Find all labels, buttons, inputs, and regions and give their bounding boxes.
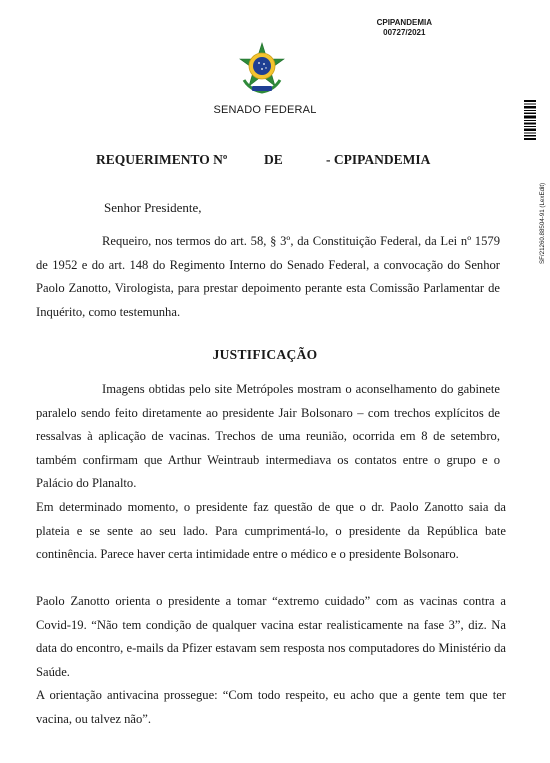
request-paragraph: Requeiro, nos termos do art. 58, § 3º, da Constituição Federal, da Lei nº 1579 de 1952 e do art. 148 do Regimento Interno do Senado Federal, a convocação do Senhor Paolo Zanotto, Virologista, para prestar depoimento perante esta Comissão Parlamentar de Inquérito, como testemunha. (36, 234, 500, 319)
request-title-number-label: REQUERIMENTO Nº (96, 152, 228, 167)
barcode-label: SF/21260.88504-91 (LexEdit) (539, 182, 546, 264)
justification-paragraph: Paolo Zanotto orienta o presidente a tomar “extremo cuidado” com as vacinas contra a Covid-19. “Não tem condição de qualquer vacina estar realisticamente na fase 3”, diz. Na data do encontro, e-mails da Pfizer estavam sem resposta nos computadores do Ministério da Saúde. (36, 594, 506, 679)
request-title-commission: - CPIPANDEMIA (326, 152, 431, 167)
justification-paragraph: A orientação antivacina prossegue: “Com todo respeito, eu acho que a gente tem que ter vacina, ou talvez não”. (36, 688, 506, 726)
document-code (377, 18, 432, 38)
brazil-coat-of-arms-icon (236, 42, 288, 94)
justification-paragraph: Imagens obtidas pelo site Metrópoles mostram o aconselhamento do gabinete paralelo sendo feito diretamente ao presidente Jair Bolsonaro – com trechos explícitos de ressalvas à aplicação de vacinas. Trechos de uma reunião, ocorrida em 8 de setembro, também confirmam que Arthur Weintraub intermediava os contatos entre o grupo e o Palácio do Planalto. (36, 382, 500, 490)
barcode (524, 100, 536, 140)
request-title-year-label: DE (264, 152, 283, 167)
salutation: Senhor Presidente, (104, 200, 202, 215)
document-code-number: 00727/2021 (383, 28, 426, 37)
document-code-commission: CPIPANDEMIA (376, 18, 432, 27)
justification-heading: JUSTIFICAÇÃO (212, 347, 318, 362)
institution-name: SENADO FEDERAL (213, 104, 317, 116)
justification-paragraph: Em determinado momento, o presidente faz questão de que o dr. Paolo Zanotto saia da plateia e se sente ao seu lado. Para cumprimentá-lo, o presidente da República bate continência. Parece haver certa intimidade entre o médico e o presidente Bolsonaro. (36, 500, 506, 561)
